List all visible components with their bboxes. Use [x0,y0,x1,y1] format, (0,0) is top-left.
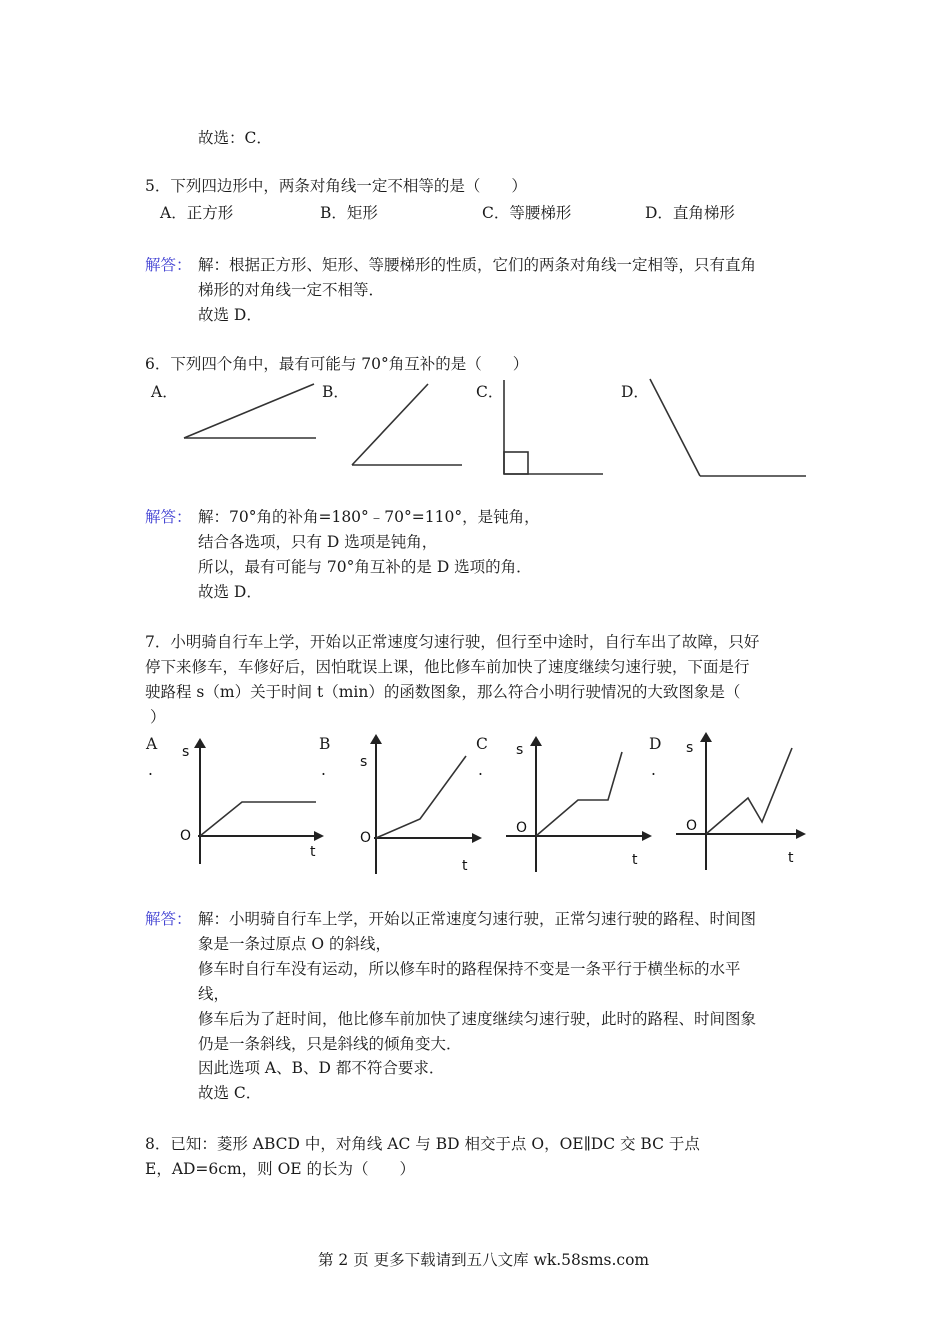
origin-label: O [686,818,698,834]
q5-answer-line: 梯形的对角线一定不相等． [198,281,385,299]
q7-option-c-letter: C [476,735,488,753]
q7-answer-line: 象是一条过原点 O 的斜线， [198,935,392,953]
q8-stem-line: E，AD=6cm，则 OE 的长为（ ） [145,1160,416,1178]
q5-option-a: A．正方形 [160,204,234,222]
origin-label: O [180,828,192,844]
q7-answer-line: 仍是一条斜线，只是斜线的倾角变大． [198,1035,462,1053]
t-axis-label: t [462,858,468,874]
s-axis-label: s [686,740,694,756]
t-axis-label: t [310,844,316,860]
q7-graph-a [170,735,331,868]
q6-answer-line: 解：70°角的补角=180°﹣70°=110°，是钝角， [198,508,540,526]
q7-option-a-dot: . [148,761,153,779]
q5-stem: 5．下列四边形中，两条对角线一定不相等的是（ ） [145,177,527,195]
s-axis-label: s [360,754,368,770]
s-axis-label: s [182,744,190,760]
t-axis-label: t [632,852,638,868]
q6-angle-b-figure [348,380,466,470]
page-footer: 第 2 页 更多下载请到五八文库 wk.58sms.com [318,1251,650,1269]
q7-answer-line: 解：小明骑自行车上学，开始以正常速度匀速行驶，正常匀速行驶的路程、时间图 [198,910,757,928]
q7-stem-line: 停下来修车，车修好后，因怕耽误上课，他比修车前加快了速度继续匀速行驶，下面是行 [145,658,750,676]
t-axis-label: t [788,850,794,866]
q5-answer-line: 故选 D． [198,306,262,324]
q7-answer-line: 因此选项 A、B、D 都不符合要求． [198,1059,445,1077]
q6-stem: 6．下列四个角中，最有可能与 70°角互补的是（ ） [145,355,529,373]
q7-graph-d [676,728,812,874]
q6-answer-line: 所以，最有可能与 70°角互补的是 D 选项的角． [198,558,532,576]
q5-option-d: D．直角梯形 [645,204,735,222]
q6-option-c-letter: C． [476,383,504,401]
q6-answer-label: 解答： [145,508,192,526]
q7-option-b-letter: B [319,735,331,753]
q7-stem-line: ） [150,708,166,726]
q6-answer-line: 结合各选项，只有 D 选项是钝角， [198,533,438,551]
q7-option-c-dot: . [478,761,483,779]
q7-option-d-letter: D [649,735,662,753]
q6-option-d-letter: D． [621,383,649,401]
q6-answer-line: 故选 D． [198,583,262,601]
q6-angle-a-figure [180,380,320,444]
q7-answer-line: 修车时自行车没有运动，所以修车时的路程保持不变是一条平行于横坐标的水平 [198,960,741,978]
origin-label: O [516,820,528,836]
q7-answer-label: 解答： [145,910,192,928]
q7-stem-line: 7．小明骑自行车上学，开始以正常速度匀速行驶，但行至中途时，自行车出了故障，只好 [145,633,760,651]
q7-answer-line: 修车后为了赶时间，他比修车前加快了速度继续匀速行驶，此时的路程、时间图象 [198,1010,757,1028]
q7-stem-line: 驶路程 s（m）关于时间 t（min）的函数图象，那么符合小明行驶情况的大致图象是（ [145,683,741,701]
q7-graph-c [506,730,658,876]
q6-option-b-letter: B． [322,383,349,401]
origin-label: O [360,830,372,846]
q7-option-b-dot: . [321,761,326,779]
q8-stem-line: 8．已知：菱形 ABCD 中，对角线 AC 与 BD 相交于点 O，OE∥DC 交 BC 于点 [145,1135,700,1153]
prev-answer: 故选：C． [198,129,272,147]
q6-angle-d-figure [646,376,810,480]
q5-option-b: B．矩形 [320,204,378,222]
s-axis-label: s [516,742,524,758]
q7-option-a-letter: A [146,735,158,753]
q7-option-d-dot: . [651,761,656,779]
q6-angle-c-figure [500,378,606,478]
q7-answer-line: 线， [198,985,230,1003]
q5-answer-label: 解答： [145,256,192,274]
q7-graph-b [356,722,488,878]
q7-answer-line: 故选 C． [198,1084,262,1102]
q6-option-a-letter: A． [151,383,178,401]
q5-option-c: C．等腰梯形 [482,204,572,222]
q5-answer-line: 解：根据正方形、矩形、等腰梯形的性质，它们的两条对角线一定相等，只有直角 [198,256,757,274]
